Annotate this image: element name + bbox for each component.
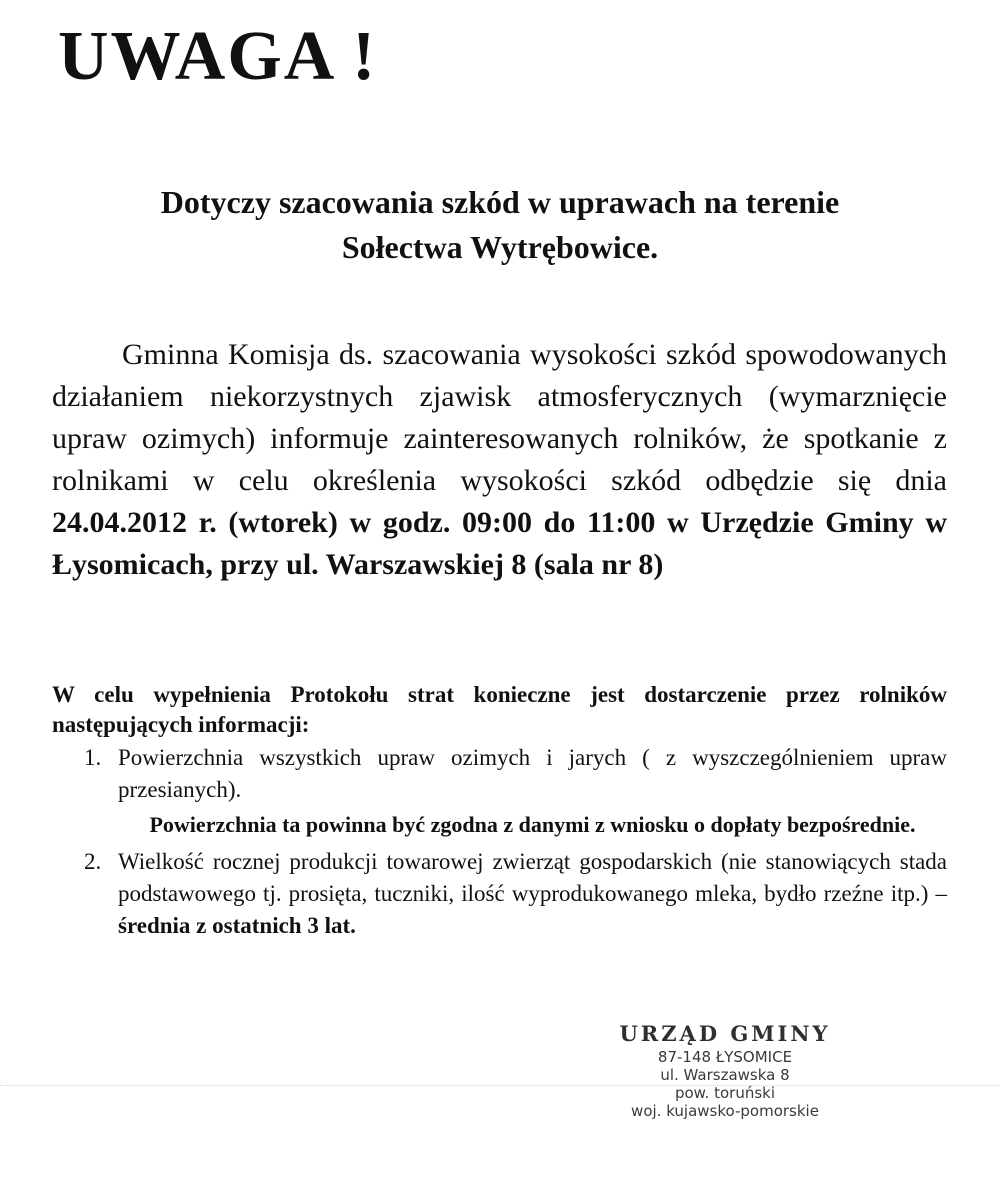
- stamp-office-name: URZĄD GMINY: [619, 1021, 831, 1046]
- requirements-intro: W celu wypełnienia Protokołu strat konieczne jest dostarczenie przez rolników następujących informacji:: [52, 682, 947, 737]
- stamp-street: ul. Warszawska 8: [660, 1066, 790, 1084]
- office-stamp: [580, 1020, 870, 1120]
- requirement-text: Wielkość rocznej produkcji towarowej zwierząt gospodarskich (nie stanowiących stada podstawowego tj. prosięta, tuczniki, ilość wyprodukowanego mleka, bydło rzeźne itp.) –: [118, 849, 947, 906]
- requirement-number: 1.: [84, 745, 102, 770]
- requirement-note: Powierzchnia ta powinna być zgodna z danymi z wniosku o dopłaty bezpośrednie.: [149, 812, 916, 837]
- subject-line-2: Sołectwa Wytrębowice.: [341, 229, 659, 265]
- requirement-item-2: [52, 846, 947, 942]
- requirement-emphasis: średnia z ostatnich 3 lat.: [118, 913, 356, 938]
- meeting-details: 24.04.2012 r. (wtorek) w godz. 09:00 do 11:00 w Urzędzie Gminy w Łysomicach, przy ul. Warszawskiej 8 (sala nr 8): [52, 506, 947, 581]
- stamp-province: woj. kujawsko-pomorskie: [631, 1102, 819, 1120]
- announcement-body: [52, 334, 947, 586]
- notice-subject: [60, 180, 940, 270]
- subject-line-1: Dotyczy szacowania szkód w uprawach na terenie: [160, 184, 840, 220]
- announcement-intro-text: Gminna Komisja ds. szacowania wysokości szkód spowodowanych działaniem niekorzystnych zjawisk atmosferycznych (wymarznięcie upraw ozimych) informuje zainteresowanych rolników, że spotkanie z rolnikami w celu określenia wysokości szkód odbędzie się dnia: [52, 338, 947, 497]
- stamp-postal: 87-148 ŁYSOMICE: [657, 1048, 793, 1066]
- requirement-text: Powierzchnia wszystkich upraw ozimych i jarych ( z wyszczególnieniem upraw przesianych).: [118, 745, 947, 802]
- requirement-item-1: [52, 742, 947, 806]
- notice-title: UWAGA !: [58, 18, 378, 95]
- announcement-paragraph: [52, 334, 947, 586]
- requirements-list: [52, 742, 947, 942]
- stamp-county: pow. toruński: [674, 1084, 776, 1102]
- requirement-number: 2.: [84, 849, 102, 874]
